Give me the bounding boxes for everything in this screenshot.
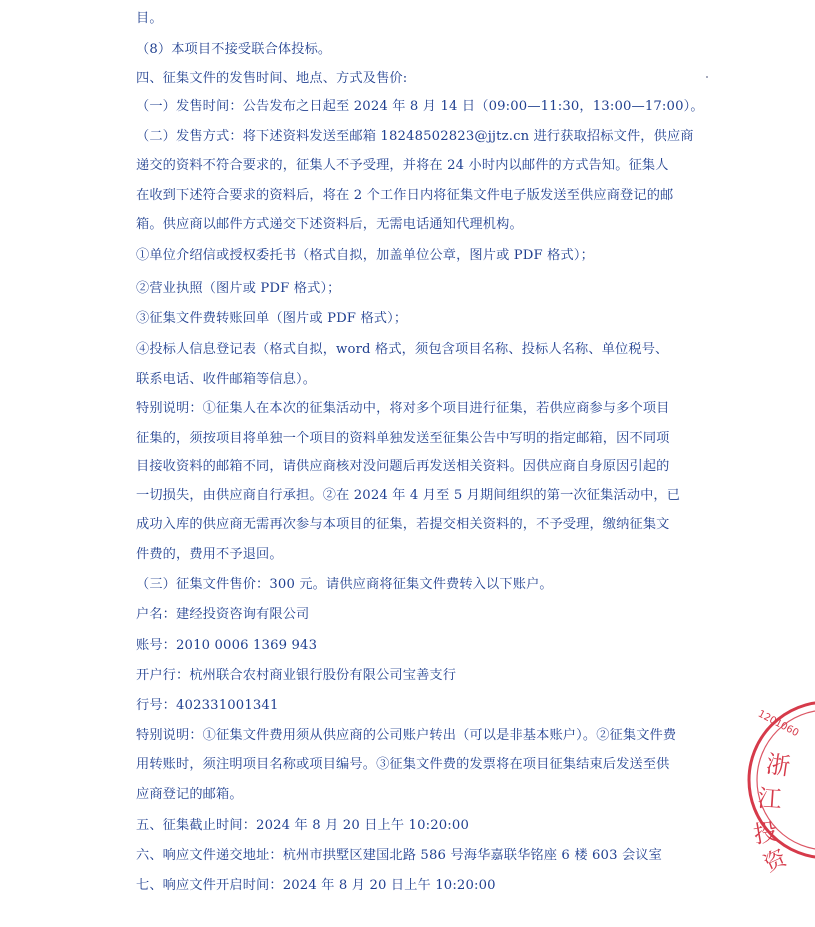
text-line: 件费的，费用不予退回。 xyxy=(136,547,283,562)
svg-text:1201060: 1201060 xyxy=(755,708,801,740)
text-line: 用转账时，须注明项目名称或项目编号。③征集文件费的发票将在项目征集结束后发送至供 xyxy=(136,757,670,772)
text-line: 特别说明：①征集人在本次的征集活动中，将对多个项目进行征集，若供应商参与多个项目 xyxy=(136,401,670,416)
text-line: 联系电话、收件邮箱等信息）。 xyxy=(136,372,317,387)
list-item: ③征集文件费转账回单（图片或 PDF 格式）； xyxy=(136,311,408,326)
svg-text:投: 投 xyxy=(751,817,780,849)
text-line: 应商登记的邮箱。 xyxy=(136,787,243,802)
text-line: 递交的资料不符合要求的，征集人不予受理，并将在 24 小时内以邮件的方式告知。征集人 xyxy=(136,158,669,173)
text-line: 在收到下述符合要求的资料后，将在 2 个工作日内将征集文件电子版发送至供应商登记的邮 xyxy=(136,188,674,203)
text-line: （三）征集文件售价：300 元。请供应商将征集文件费转入以下账户。 xyxy=(136,577,553,592)
svg-text:浙: 浙 xyxy=(764,749,792,781)
svg-text:资: 资 xyxy=(760,845,791,878)
text-line: 征集的，须按项目将单独一个项目的资料单独发送至征集公告中写明的指定邮箱，因不同项 xyxy=(136,431,670,446)
text-line: 一切损失，由供应商自行承担。②在 2024 年 4 月至 5 月期间组织的第一次征集活动中，已 xyxy=(136,488,681,503)
list-item: ②营业执照（图片或 PDF 格式）； xyxy=(136,281,341,296)
text-line: 目接收资料的邮箱不同，请供应商核对没问题后再发送相关资料。因供应商自身原因引起的 xyxy=(136,459,670,474)
section-heading: 六、响应文件递交地址：杭州市拱墅区建国北路 586 号海华嘉联华铭座 6 楼 603 会议室 xyxy=(136,848,662,863)
section-heading: 五、征集截止时间：2024 年 8 月 20 日上午 10:20:00 xyxy=(136,818,469,833)
text-line: 成功入库的供应商无需再次参与本项目的征集，若提交相关资料的，不予受理，缴纳征集文 xyxy=(136,517,670,532)
bank-name: 开户行：杭州联合农村商业银行股份有限公司宝善支行 xyxy=(136,668,457,683)
scan-speck xyxy=(706,76,708,78)
text-line: 目。 xyxy=(136,11,163,26)
text-line: （8）本项目不接受联合体投标。 xyxy=(136,42,332,57)
account-number: 账号：2010 0006 1369 943 xyxy=(136,638,318,653)
text-line: 特别说明：①征集文件费用须从供应商的公司账户转出（可以是非基本账户）。②征集文件费 xyxy=(136,728,677,743)
list-item: ①单位介绍信或授权委托书（格式自拟，加盖单位公章，图片或 PDF 格式）； xyxy=(136,248,594,263)
svg-text:江: 江 xyxy=(756,784,783,814)
account-name: 户名：建经投资咨询有限公司 xyxy=(136,607,310,622)
text-line: （一）发售时间：公告发布之日起至 2024 年 8 月 14 日（09:00—11:30，13:00—17:00）。 xyxy=(136,99,704,114)
list-item: ④投标人信息登记表（格式自拟，word 格式，须包含项目名称、投标人名称、单位税号、 xyxy=(136,342,669,357)
text-line: （二）发售方式：将下述资料发送至邮箱 18248502823@jjtz.cn 进行获取招标文件，供应商 xyxy=(136,129,694,144)
text-line: 箱。供应商以邮件方式递交下述资料后，无需电话通知代理机构。 xyxy=(136,217,523,232)
bank-code: 行号：402331001341 xyxy=(136,698,279,713)
section-heading: 四、征集文件的发售时间、地点、方式及售价: xyxy=(136,71,408,86)
company-seal-stamp xyxy=(735,695,815,878)
section-heading: 七、响应文件开启时间：2024 年 8 月 20 日上午 10:20:00 xyxy=(136,878,496,893)
